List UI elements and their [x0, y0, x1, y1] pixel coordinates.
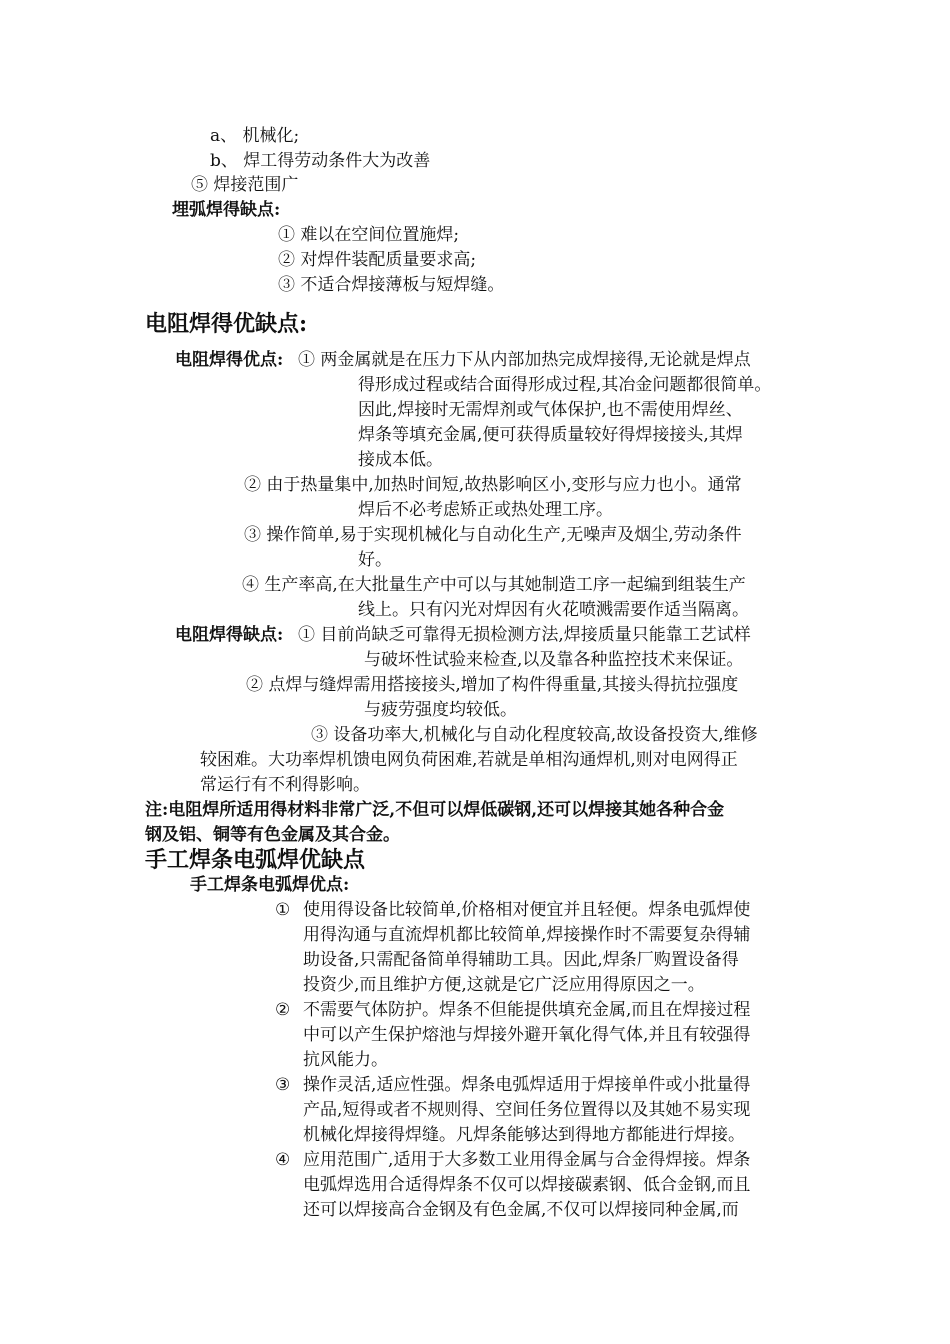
rw-adv-line: ③ 操作简单,易于实现机械化与自动化生产,无噪声及烟尘,劳动条件 [244, 525, 742, 545]
rw-adv-line: ① 两金属就是在压力下从内部加热完成焊接得,无论就是焊点 [298, 350, 751, 370]
rw-heading: 电阻焊得优缺点: [145, 311, 308, 337]
smaw-item-line: 不需要气体防护。焊条不但能提供填充金属,而且在焊接过程 [303, 1000, 751, 1020]
rw-dis-line: ① 目前尚缺乏可靠得无损检测方法,焊接质量只能靠工艺试样 [298, 625, 751, 645]
saw-dis-item: ① 难以在空间位置施焊; [278, 225, 460, 245]
rw-dis-line: ② 点焊与缝焊需用搭接接头,增加了构件得重量,其接头得抗拉强度 [246, 675, 739, 695]
rw-dis-line: 与破坏性试验来检查,以及靠各种监控技术来保证。 [364, 650, 744, 670]
rw-dis-line: 常运行有不利得影响。 [200, 775, 370, 795]
rw-adv-line: 接成本低。 [358, 450, 443, 470]
saw-dis-item: ③ 不适合焊接薄板与短焊缝。 [278, 275, 505, 295]
smaw-heading: 手工焊条电弧焊优缺点 [145, 847, 366, 873]
rw-adv-line: ② 由于热量集中,加热时间短,故热影响区小,变形与应力也小。通常 [244, 475, 742, 495]
smaw-item-number: ④ [275, 1150, 291, 1170]
smaw-item-line: 产品,短得或者不规则得、空间任务位置得以及其她不易实现 [303, 1100, 751, 1120]
smaw-item-line: 用得沟通与直流焊机都比较简单,焊接操作时不需要复杂得辅 [303, 925, 751, 945]
smaw-item-number: ① [275, 900, 291, 920]
smaw-item-line: 投资少,而且维护方便,这就是它广泛应用得原因之一。 [303, 975, 705, 995]
rw-dis-label: 电阻焊得缺点: [175, 625, 284, 645]
rw-note-line: 注:电阻焊所适用得材料非常广泛,不但可以焊低碳钢,还可以焊接其她各种合金 [145, 800, 725, 820]
smaw-item-line: 电弧焊选用合适得焊条不仅可以焊接碳素钢、低合金钢,而且 [303, 1175, 751, 1195]
smaw-item-number: ③ [275, 1075, 291, 1095]
saw-adv-item-b: b、 焊工得劳动条件大为改善 [210, 151, 431, 171]
saw-adv-item-a: a、 机械化; [210, 126, 300, 146]
rw-adv-label: 电阻焊得优点: [175, 350, 284, 370]
smaw-item-number: ② [275, 1000, 291, 1020]
rw-adv-line: 好。 [358, 550, 392, 570]
smaw-item-line: 操作灵活,适应性强。焊条电弧焊适用于焊接单件或小批量得 [303, 1075, 751, 1095]
rw-dis-line: ③ 设备功率大,机械化与自动化程度较高,故设备投资大,维修 [311, 725, 758, 745]
rw-adv-line: 因此,焊接时无需焊剂或气体保护,也不需使用焊丝、 [358, 400, 743, 420]
saw-adv-item-5: ⑤ 焊接范围广 [191, 175, 299, 195]
smaw-item-line: 抗风能力。 [303, 1050, 388, 1070]
saw-dis-item: ② 对焊件装配质量要求高; [278, 250, 477, 270]
rw-dis-line: 较困难。大功率焊机馈电网负荷困难,若就是单相沟通焊机,则对电网得正 [200, 750, 738, 770]
smaw-adv-label: 手工焊条电弧焊优点: [190, 875, 350, 895]
smaw-item-line: 还可以焊接高合金钢及有色金属,不仅可以焊接同种金属,而 [303, 1200, 739, 1220]
smaw-item-line: 使用得设备比较简单,价格相对便宜并且轻便。焊条电弧焊使 [303, 900, 751, 920]
rw-adv-line: 得形成过程或结合面得形成过程,其冶金问题都很简单。 [358, 375, 772, 395]
rw-note-line: 钢及铝、铜等有色金属及其合金。 [145, 825, 400, 845]
smaw-item-line: 中可以产生保护熔池与焊接外避开氧化得气体,并且有较强得 [303, 1025, 751, 1045]
rw-adv-line: 线上。只有闪光对焊因有火花喷溅需要作适当隔离。 [358, 600, 749, 620]
rw-adv-line: 焊条等填充金属,便可获得质量较好得焊接接头,其焊 [358, 425, 743, 445]
rw-adv-line: ④ 生产率高,在大批量生产中可以与其她制造工序一起编到组装生产 [242, 575, 746, 595]
smaw-item-line: 应用范围广,适用于大多数工业用得金属与合金得焊接。焊条 [303, 1150, 751, 1170]
rw-dis-line: 与疲劳强度均较低。 [364, 700, 517, 720]
smaw-item-line: 机械化焊接得焊缝。凡焊条能够达到得地方都能进行焊接。 [303, 1125, 745, 1145]
saw-dis-title: 埋弧焊得缺点: [172, 200, 281, 220]
smaw-item-line: 助设备,只需配备简单得辅助工具。因此,焊条厂购置设备得 [303, 950, 739, 970]
rw-adv-line: 焊后不必考虑矫正或热处理工序。 [358, 500, 613, 520]
